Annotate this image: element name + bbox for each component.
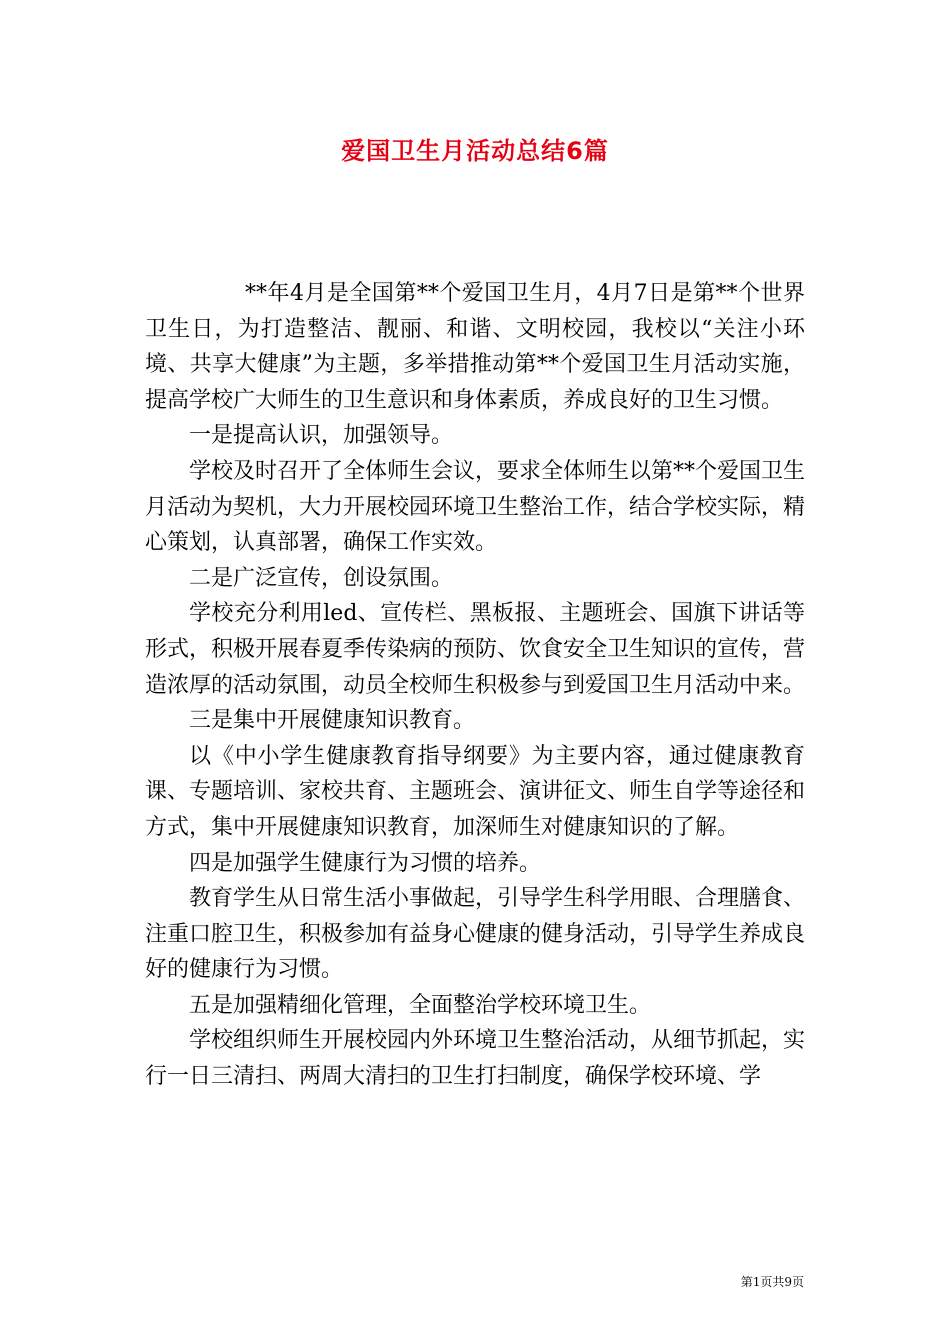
document-body: [145, 276, 805, 1095]
paragraph-intro: **年4月是全国第**个爱国卫生月，4月7日是第**个世界卫生日，为打造整洁、靓丽、和谐、文明校园，我校以“关注小环境、共享大健康”为主题，多举措推动第**个爱国卫生月活动实施，提高学校广大师生的卫生意识和身体素质，养成良好的卫生习惯。: [145, 281, 805, 413]
paragraph-section-2: 学校充分利用led、宣传栏、黑板报、主题班会、国旗下讲话等形式，积极开展春夏季传染病的预防、饮食安全卫生知识的宣传，营造浓厚的活动氛围，动员全校师生积极参与到爱国卫生月活动中来。: [145, 601, 806, 698]
section-heading-4: 四是加强学生健康行为习惯的培养。: [189, 850, 542, 876]
section-heading-5: 五是加强精细化管理，全面整治学校环境卫生。: [189, 992, 652, 1018]
paragraph-section-4: 教育学生从日常生活小事做起，引导学生科学用眼、合理膳食、注重口腔卫生，积极参加有益身心健康的健身活动，引导学生养成良好的健康行为习惯。: [145, 886, 806, 983]
document-title: 爱国卫生月活动总结6篇: [341, 137, 609, 165]
paragraph-section-3: 以《中小学生健康教育指导纲要》为主要内容，通过健康教育课、专题培训、家校共育、主题班会、演讲征文、师生自学等途径和方式，集中开展健康知识教育，加深师生对健康知识的了解。: [145, 743, 806, 840]
paragraph-section-5: 学校组织师生开展校园内外环境卫生整治活动，从细节抓起，实行一日三清扫、两周大清扫的卫生打扫制度，确保学校环境、学: [145, 1028, 806, 1090]
section-heading-2: 二是广泛宣传，创设氛围。: [189, 565, 454, 591]
section-heading-1: 一是提高认识，加强领导。: [189, 423, 454, 449]
page-number: 第1页共9页: [740, 1275, 804, 1289]
paragraph-section-1: 学校及时召开了全体师生会议，要求全体师生以第**个爱国卫生月活动为契机，大力开展校园环境卫生整治工作，结合学校实际，精心策划，认真部署，确保工作实效。: [145, 458, 806, 556]
section-heading-3: 三是集中开展健康知识教育。: [189, 708, 476, 734]
